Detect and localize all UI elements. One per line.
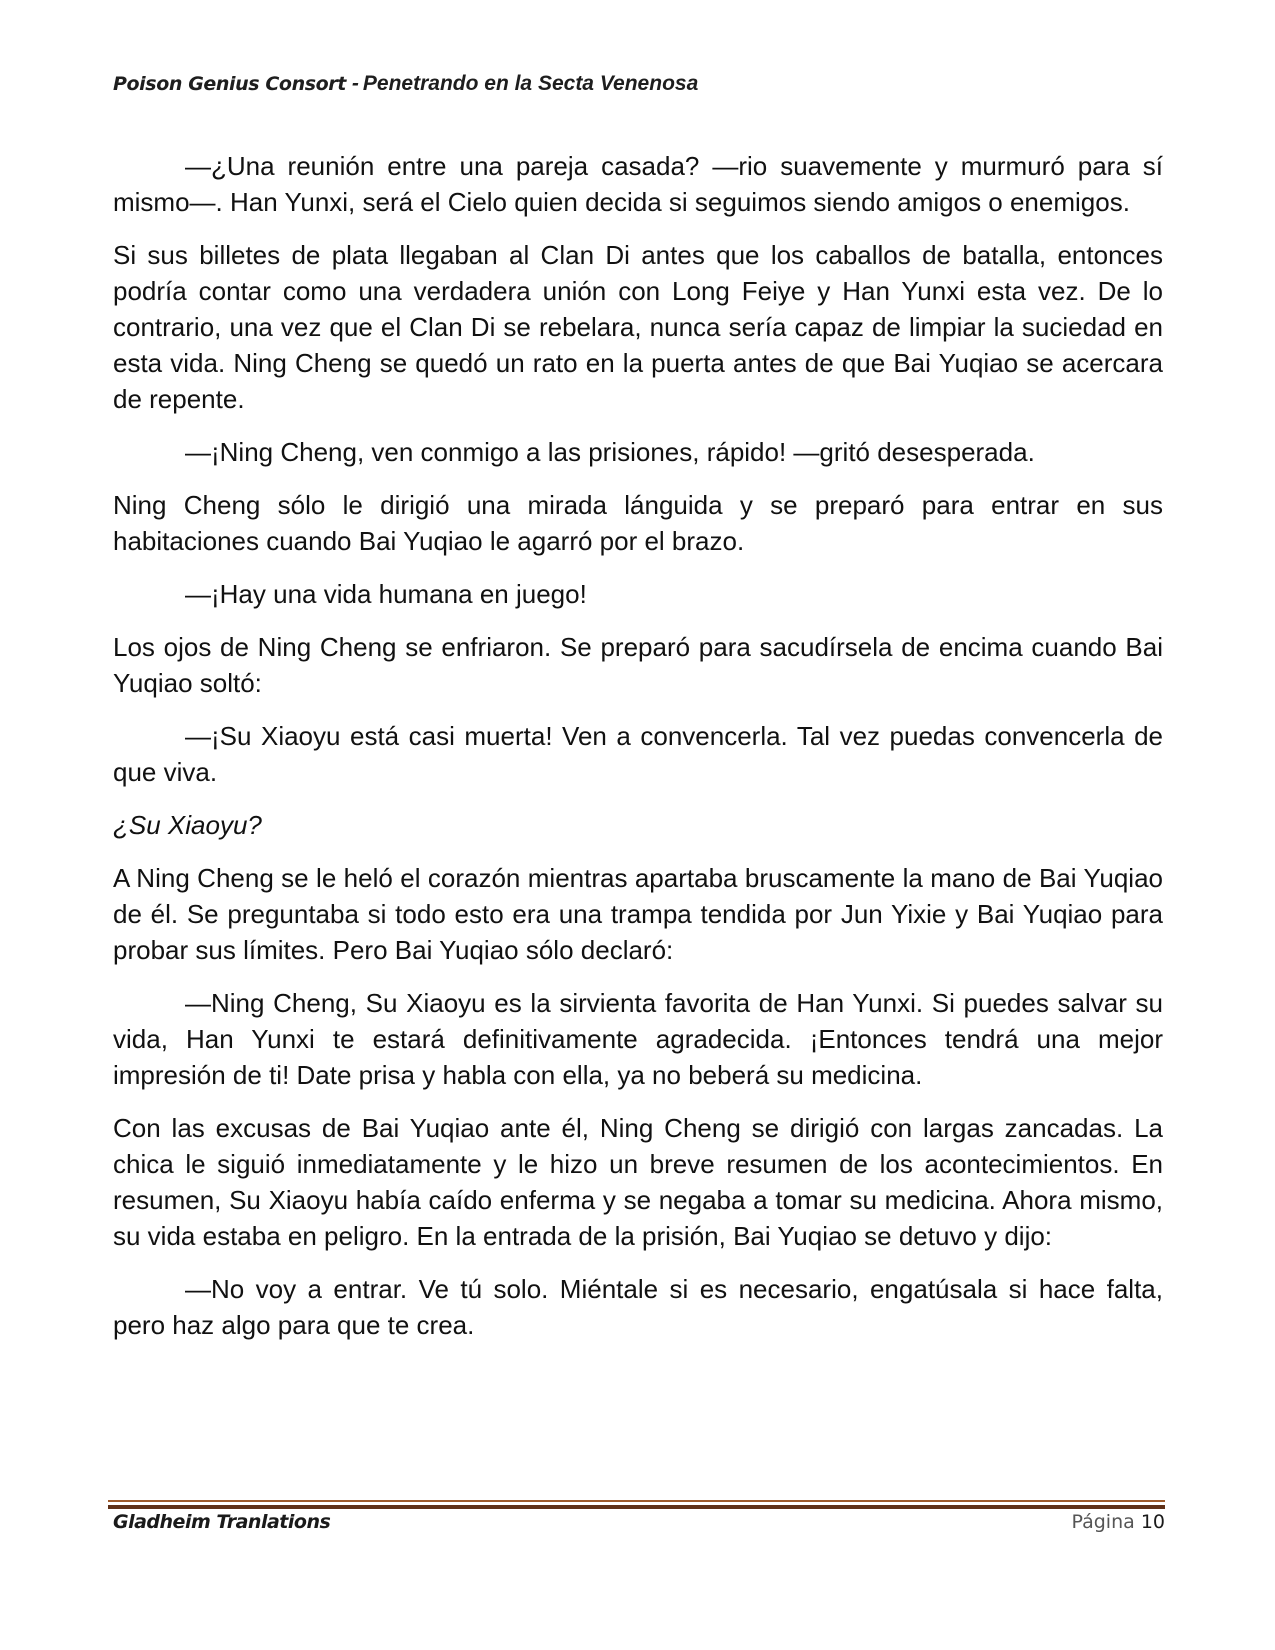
paragraph: Los ojos de Ning Cheng se enfriaron. Se preparó para sacudírsela de encima cuando Bai Yuqiao soltó:	[113, 632, 1163, 698]
paragraph: —Ning Cheng, Su Xiaoyu es la sirvienta favorita de Han Yunxi. Si puedes salvar su vida, Han Yunxi te estará definitivamente agradecida. ¡Entonces tendrá una mejor impresión de ti! Date prisa y habla con ella, ya no beberá su medicina.	[113, 988, 1163, 1090]
page-indicator	[1071, 1511, 1165, 1533]
paragraph: Ning Cheng sólo le dirigió una mirada lánguida y se preparó para entrar en sus habitaciones cuando Bai Yuqiao le agarró por el brazo.	[113, 490, 1163, 556]
chapter-body	[113, 148, 1163, 1360]
footer-divider-thick-line	[108, 1505, 1165, 1509]
paragraph: A Ning Cheng se le heló el corazón mientras apartaba bruscamente la mano de Bai Yuqiao de él. Se preguntaba si todo esto era una trampa tendida por Jun Yixie y Bai Yuqiao para probar sus límites. Pero Bai Yuqiao sólo declaró:	[113, 863, 1163, 965]
footer-divider	[108, 1500, 1165, 1509]
page-header	[113, 72, 1163, 96]
paragraph: Con las excusas de Bai Yuqiao ante él, Ning Cheng se dirigió con largas zancadas. La chica le siguió inmediatamente y le hizo un breve resumen de los acontecimientos. En resumen, Su Xiaoyu había caído enferma y se negaba a tomar su medicina. Ahora mismo, su vida estaba en peligro. En la entrada de la prisión, Bai Yuqiao se detuvo y dijo:	[113, 1113, 1163, 1251]
paragraph: —¡Su Xiaoyu está casi muerta! Ven a convencerla. Tal vez puedas convencerla de que viva.	[113, 721, 1163, 787]
paragraph: —¿Una reunión entre una pareja casada? —rio suavemente y murmuró para sí mismo—. Han Yunxi, será el Cielo quien decida si seguimos siendo amigos o enemigos.	[113, 151, 1163, 217]
paragraph: —¡Hay una vida humana en juego!	[185, 579, 587, 609]
paragraph: Si sus billetes de plata llegaban al Clan Di antes que los caballos de batalla, entonces podría contar como una verdadera unión con Long Feiye y Han Yunxi esta vez. De lo contrario, una vez que el Clan Di se rebelara, nunca sería capaz de limpiar la suciedad en esta vida. Ning Cheng se quedó un rato en la puerta antes de que Bai Yuqiao se acercara de repente.	[113, 240, 1163, 414]
series-title: Poison Genius Consort	[113, 73, 346, 95]
chapter-title: Penetrando en la Secta Venenosa	[362, 72, 699, 95]
header-separator: -	[351, 72, 359, 95]
paragraph-thought: ¿Su Xiaoyu?	[113, 810, 262, 840]
translator-credit: Gladheim Tranlations	[113, 1511, 331, 1533]
page-number: 10	[1140, 1511, 1165, 1533]
page-label: Página	[1071, 1511, 1135, 1533]
paragraph: —No voy a entrar. Ve tú solo. Miéntale si es necesario, engatúsala si hace falta, pero haz algo para que te crea.	[113, 1274, 1163, 1340]
paragraph: —¡Ning Cheng, ven conmigo a las prisiones, rápido! —gritó desesperada.	[185, 437, 1035, 467]
